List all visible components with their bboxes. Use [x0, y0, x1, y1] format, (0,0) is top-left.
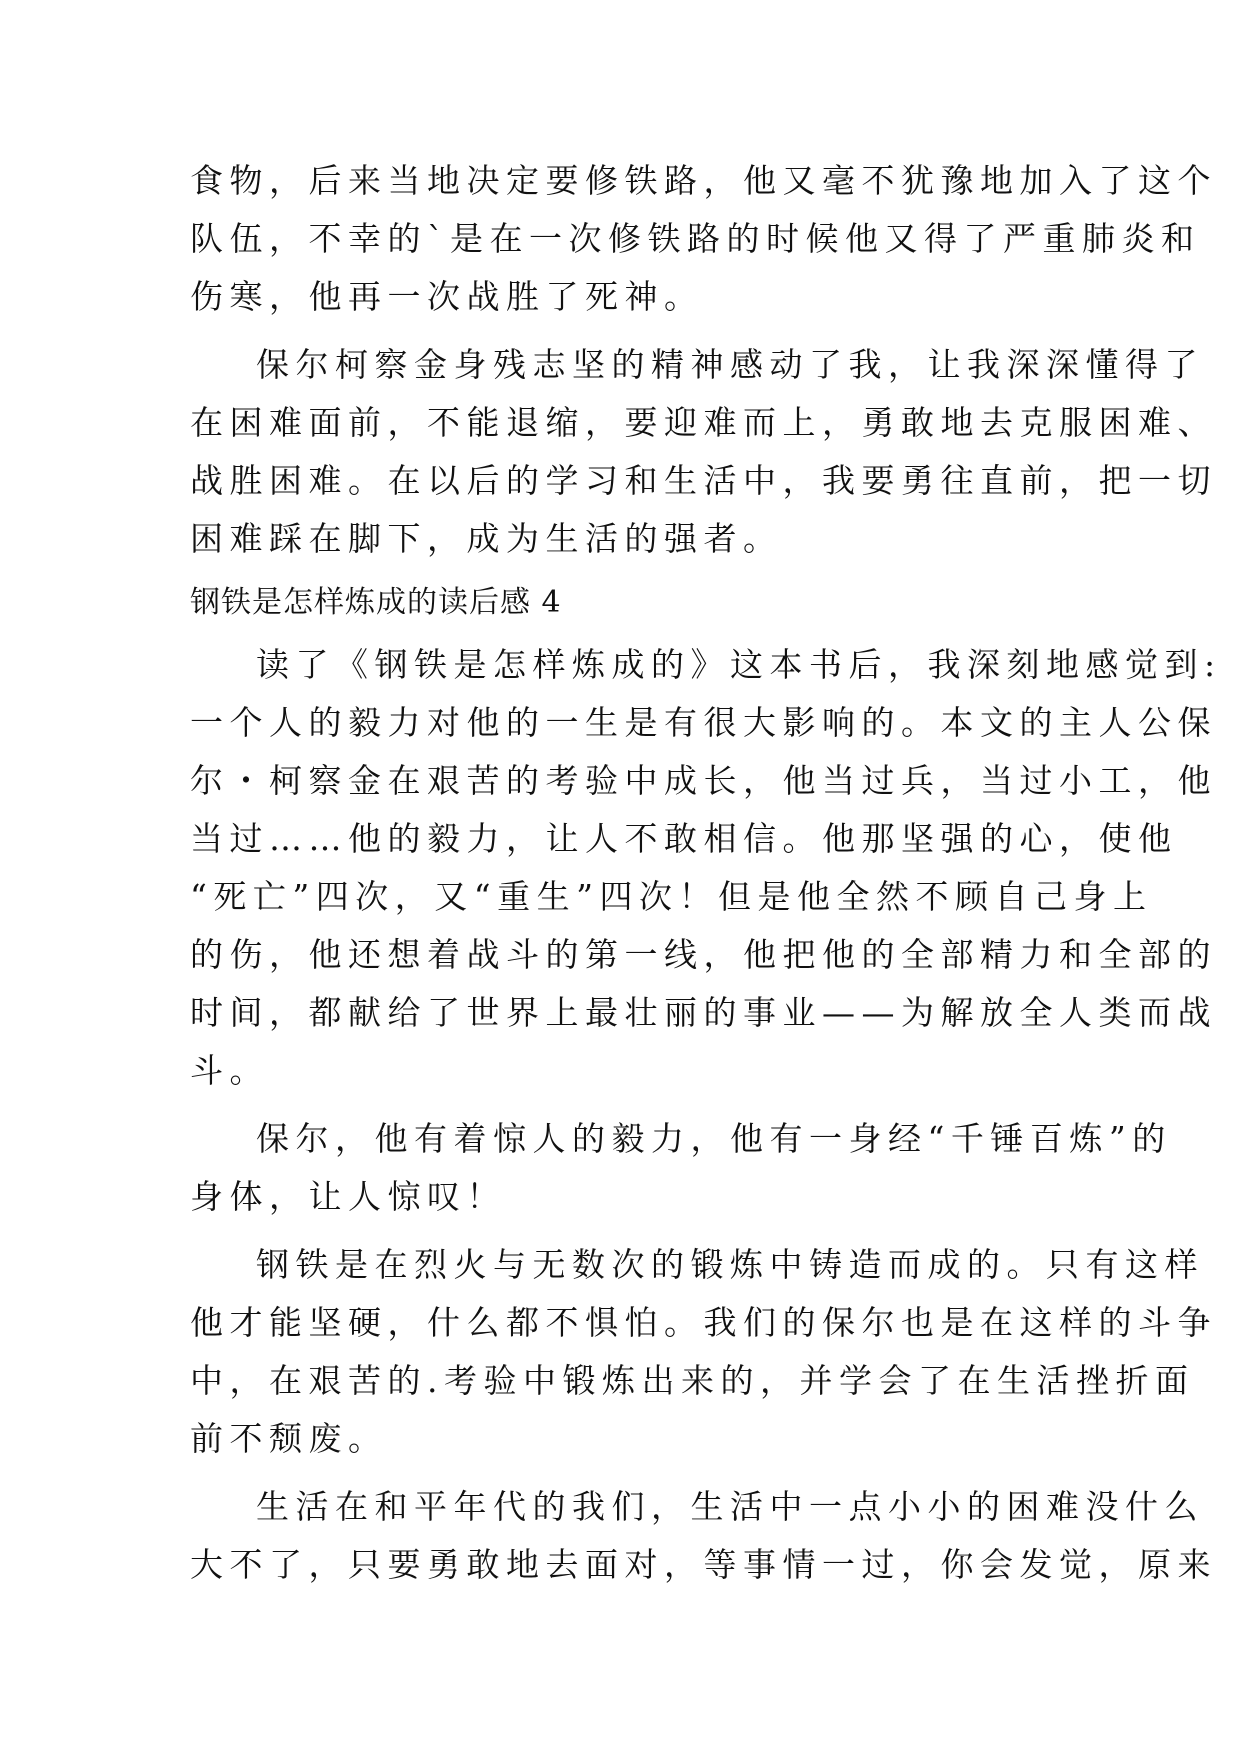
paragraph-line: 一个人的毅力对他的一生是有很大影响的。本文的主人公保 — [190, 703, 1217, 742]
paragraph-line: “死亡”四次，又“重生”四次！但是他全然不顾自己身上 — [190, 877, 1153, 916]
paragraph-1 — [190, 152, 1217, 326]
paragraph-line: 队伍，不幸的`是在一次修铁路的时候他又得了严重肺炎和 — [190, 219, 1201, 258]
section-heading: 钢铁是怎样炼成的读后感 4 — [190, 585, 562, 620]
document-body — [190, 152, 1222, 1604]
paragraph-line: 前不颓废。 — [190, 1419, 388, 1458]
paragraph-line: 保尔，他有着惊人的毅力，他有一身经“千锤百炼”的 — [256, 1119, 1172, 1158]
paragraph-line: 读了《钢铁是怎样炼成的》这本书后，我深刻地感觉到: — [256, 645, 1222, 684]
paragraph-line: 在困难面前，不能退缩，要迎难而上，勇敢地去克服困难、 — [190, 403, 1217, 442]
paragraph-line: 保尔柯察金身残志坚的精神感动了我，让我深深懂得了 — [256, 345, 1204, 384]
paragraph-line: 他才能坚硬，什么都不惧怕。我们的保尔也是在这样的斗争 — [190, 1303, 1217, 1342]
paragraph-2 — [190, 336, 1217, 568]
paragraph-line: 生活在和平年代的我们，生活中一点小小的困难没什么 — [256, 1487, 1204, 1526]
paragraph-4 — [190, 1110, 1172, 1226]
paragraph-6 — [190, 1478, 1217, 1594]
paragraph-line: 当过……他的毅力，让人不敢相信。他那坚强的心，使他 — [190, 819, 1178, 858]
paragraph-line: 尔・柯察金在艰苦的考验中成长，他当过兵，当过小工，他 — [190, 761, 1217, 800]
paragraph-line: 困难踩在脚下，成为生活的强者。 — [190, 519, 783, 558]
paragraph-line: 大不了，只要勇敢地去面对，等事情一过，你会发觉，原来 — [190, 1545, 1217, 1584]
paragraph-line: 中，在艰苦的.考验中锻炼出来的，并学会了在生活挫折面 — [190, 1361, 1195, 1400]
paragraph-3 — [190, 636, 1222, 1100]
paragraph-5 — [190, 1236, 1217, 1468]
paragraph-line: 时间，都献给了世界上最壮丽的事业——为解放全人类而战 — [190, 993, 1217, 1032]
paragraph-line: 伤寒，他再一次战胜了死神。 — [190, 277, 704, 316]
paragraph-line: 食物，后来当地决定要修铁路，他又毫不犹豫地加入了这个 — [190, 161, 1217, 200]
paragraph-line: 的伤，他还想着战斗的第一线，他把他的全部精力和全部的 — [190, 935, 1217, 974]
paragraph-line: 战胜困难。在以后的学习和生活中，我要勇往直前，把一切 — [190, 461, 1217, 500]
paragraph-line: 钢铁是在烈火与无数次的锻炼中铸造而成的。只有这样 — [256, 1245, 1204, 1284]
paragraph-line: 斗。 — [190, 1051, 269, 1090]
paragraph-line: 身体，让人惊叹！ — [190, 1177, 506, 1216]
